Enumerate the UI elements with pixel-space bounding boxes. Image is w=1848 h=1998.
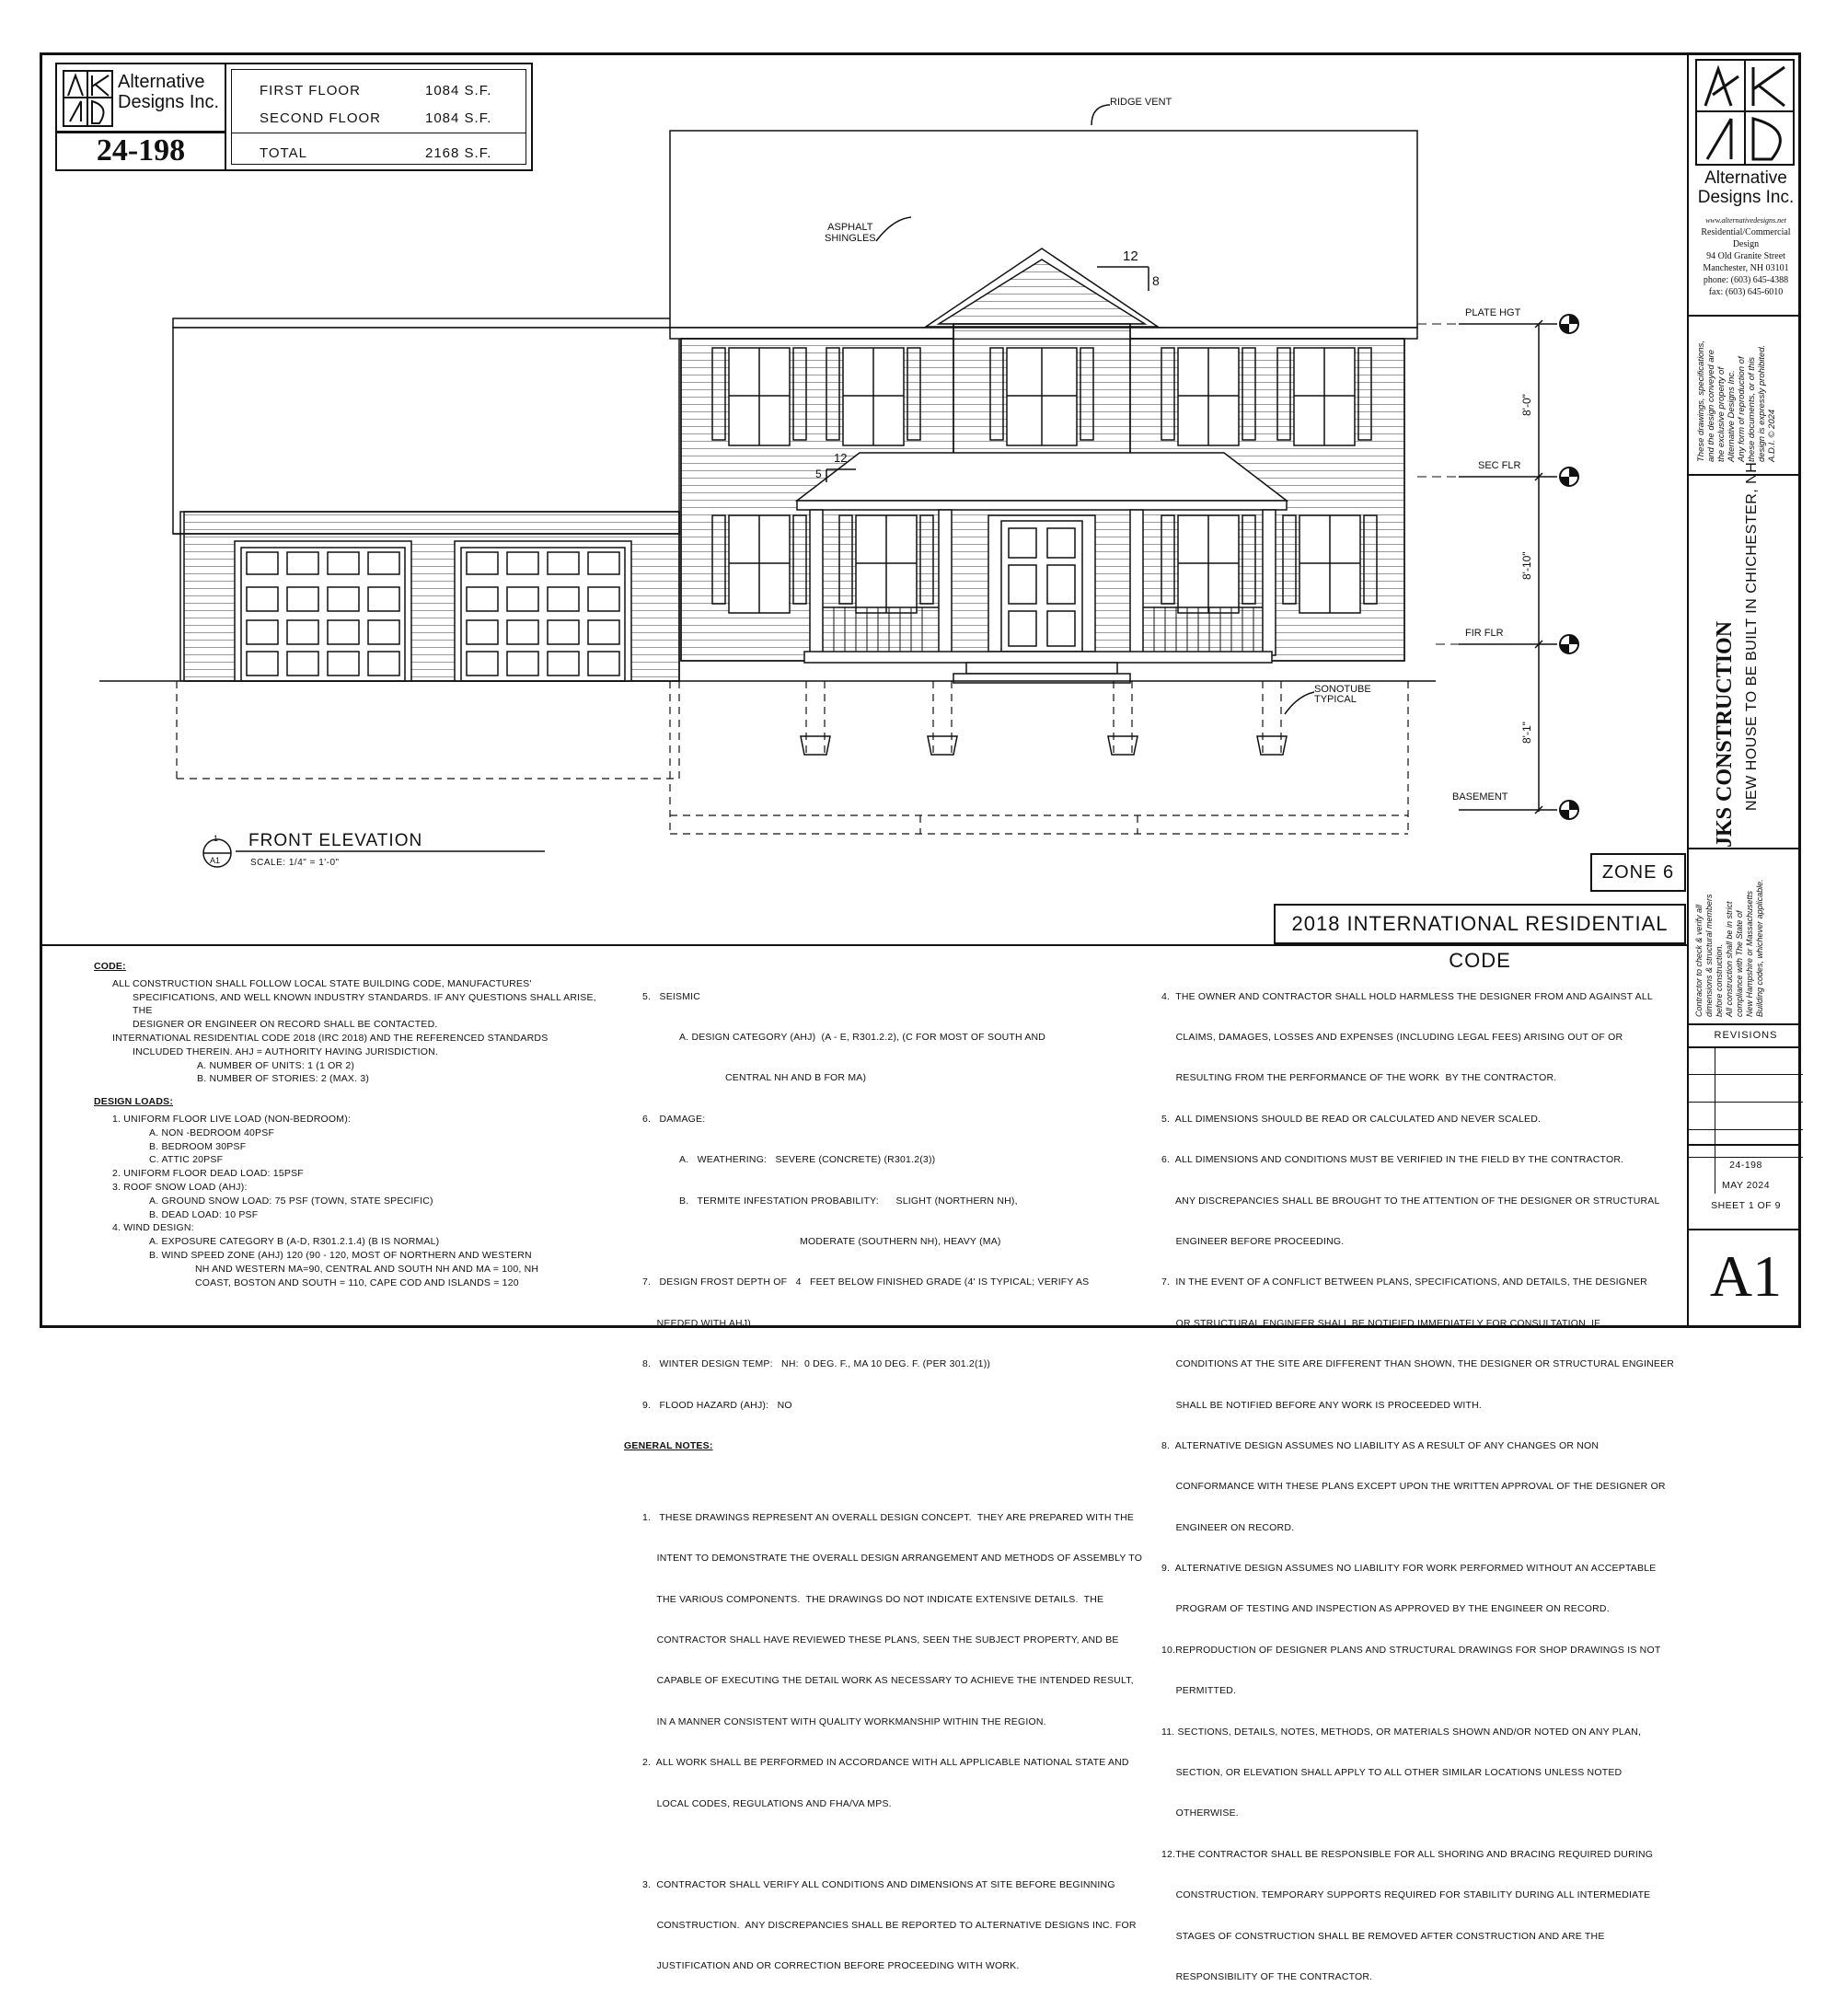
general-note-line: CONFORMANCE WITH THESE PLANS EXCEPT UPON THE WRITTEN APPROVAL OF THE DESIGNER OR [1161,1481,1666,1493]
general-note-spacer [624,1838,1139,1851]
notes-seismic-general-column [624,963,1143,1987]
damage-line: 6. DAMAGE: [642,1113,706,1125]
load-line: 2. UNIFORM FLOOR DEAD LOAD: 15PSF [112,1168,304,1180]
level-basement: BASEMENT [1452,791,1508,803]
contractor-note: Contractor to check & verify all dimensions & structural members before construction. All construction shall be in strict compliance with The State of New Hampshire or Massachusetts Building codes, whichever applicable. [1694,879,1764,1017]
frost-line: NEEDED WITH AHJ) [642,1317,751,1329]
general-note-line: CLAIMS, DAMAGES, LOSSES AND EXPENSES (INCLUDING LEGAL FEES) ARISING OUT OF OR [1161,1031,1623,1043]
detail-bubble-bottom: A1 [210,856,221,865]
general-note-line: ANY DISCREPANCIES SHALL BE BROUGHT TO THE ATTENTION OF THE DESIGNER OR STRUCTURAL [1161,1195,1660,1207]
damage-line: B. TERMITE INFESTATION PROBABILITY: SLIGHT (NORTHERN NH), [679,1195,1018,1207]
project-number: 24-198 [55,131,226,171]
load-line: COAST, BOSTON AND SOUTH = 110, CAPE COD AND ISLANDS = 120 [195,1276,519,1288]
seismic-line: 5. SEISMIC [642,990,701,1002]
code-note-1c: DESIGNER OR ENGINEER ON RECORD SHALL BE CONTACTED. [133,1019,438,1031]
general-note-line: CONSTRUCTION. TEMPORARY SUPPORTS REQUIRED FOR STABILITY DURING ALL INTERMEDIATE [1161,1889,1651,1901]
general-note-line: 12.THE CONTRACTOR SHALL BE RESPONSIBLE FOR ALL SHORING AND BRACING REQUIRED DURING [1161,1848,1654,1860]
zone-box: ZONE 6 [1590,853,1686,892]
general-note-line: INTENT TO DEMONSTRATE THE OVERALL DESIGN ARRANGEMENT AND METHODS OF ASSEMBLY TO [642,1553,1143,1565]
level-plate-hgt: PLATE HGT [1465,307,1521,318]
general-note-line: PROGRAM OF TESTING AND INSPECTION AS APPROVED BY THE ENGINEER ON RECORD. [1161,1603,1610,1615]
general-note-line: RESULTING FROM THE PERFORMANCE OF THE WORK BY THE CONTRACTOR. [1161,1072,1557,1084]
general-note-line: IN A MANNER CONSISTENT WITH QUALITY WORKMANSHIP WITHIN THE REGION. [642,1715,1046,1727]
general-note-line: STAGES OF CONSTRUCTION SHALL BE REMOVED AFTER CONSTRUCTION AND ARE THE [1161,1930,1605,1942]
roof-pitch-rise: 8 [1152,273,1160,288]
code-note-2: INTERNATIONAL RESIDENTIAL CODE 2018 (IRC 2018) AND THE REFERENCED STANDARDS [112,1032,549,1044]
dim-sec-to-fir: 8'-10" [1520,551,1533,580]
code-banner: 2018 INTERNATIONAL RESIDENTIAL CODE [1274,904,1686,944]
load-line: A. GROUND SNOW LOAD: 75 PSF (TOWN, STATE SPECIFIC) [149,1195,433,1207]
code-note-1b: SPECIFICATIONS, AND WELL KNOWN INDUSTRY STANDARDS. IF ANY QUESTIONS SHALL ARISE, THE [133,991,596,1017]
general-note-line: OR STRUCTURAL ENGINEER SHALL BE NOTIFIED IMMEDIATELY FOR CONSULTATION. IF [1161,1317,1600,1329]
firm-name-line2: Designs Inc. [118,92,220,112]
code-note-2b: INCLUDED THEREIN. AHJ = AUTHORITY HAVING JURISDICTION. [133,1045,438,1057]
load-line: A. EXPOSURE CATEGORY B (A-D, R301.2.1.4) (B IS NORMAL) [149,1236,440,1248]
sheet-date: MAY 2024 [1721,1180,1771,1191]
ridge-vent-label: RIDGE VENT [1110,97,1172,108]
general-note-line: 3. CONTRACTOR SHALL VERIFY ALL CONDITIONS AND DIMENSIONS AT SITE BEFORE BEGINNING [642,1878,1115,1890]
load-line: B. DEAD LOAD: 10 PSF [149,1208,259,1220]
general-note-line: PERMITTED. [1161,1685,1237,1697]
firm-contact-info: www.alternativedesigns.net Residential/Commercial Design 94 Old Granite Street Manchester, NH 03101 phone: (603) 645-4388 fax: (603) 645-6010 [1701,216,1791,297]
dim-fir-to-basement: 8'-1" [1520,722,1533,744]
general-note-line: 8. ALTERNATIVE DESIGN ASSUMES NO LIABILITY AS A RESULT OF ANY CHANGES OR NON [1161,1439,1600,1451]
general-note-line: CONTRACTOR SHALL HAVE REVIEWED THESE PLANS, SEEN THE SUBJECT PROPERTY, AND BE [642,1634,1119,1646]
flood-line: 9. FLOOD HAZARD (AHJ): NO [642,1399,792,1411]
general-note-line: CONDITIONS AT THE SITE ARE DIFFERENT THAN SHOWN, THE DESIGNER OR STRUCTURAL ENGINEER [1161,1358,1675,1370]
general-note-line: LOCAL CODES, REGULATIONS AND FHA/VA MPS. [642,1797,892,1809]
general-note-line: 10.REPRODUCTION OF DESIGNER PLANS AND STRUCTURAL DRAWINGS FOR SHOP DRAWINGS IS NOT [1161,1644,1661,1656]
elevation-title: FRONT ELEVATION [248,831,423,850]
general-note-line: JUSTIFICATION AND OR CORRECTION BEFORE PROCEEDING WITH WORK. [642,1960,1020,1972]
general-note-line: SHALL BE NOTIFIED BEFORE ANY WORK IS PROCEEDED WITH. [1161,1399,1483,1411]
design-loads-heading: DESIGN LOADS: [94,1096,174,1108]
general-note-line: 6. ALL DIMENSIONS AND CONDITIONS MUST BE VERIFIED IN THE FIELD BY THE CONTRACTOR. [1161,1154,1624,1166]
roof-pitch-run: 12 [1123,248,1138,264]
general-note-line: ENGINEER BEFORE PROCEEDING. [1161,1235,1345,1247]
load-line: NH AND WESTERN MA=90, CENTRAL AND SOUTH NH AND MA = 100, NH [195,1263,539,1275]
load-line: 4. WIND DESIGN: [112,1222,194,1234]
area-row-first: FIRST FLOOR 1084 S.F. [260,83,492,98]
load-line: A. NON -BEDROOM 40PSF [149,1126,275,1138]
front-elevation-drawing [92,92,1675,939]
title-firm-name: Alternative Designs Inc. [1697,168,1795,207]
stories-count: B. NUMBER OF STORIES: 2 (MAX. 3) [197,1073,370,1085]
sonotube-label: SONOTUBE TYPICAL [1314,684,1371,705]
load-line: 1. UNIFORM FLOOR LIVE LOAD (NON-BEDROOM): [112,1113,352,1125]
level-sec-flr: SEC FLR [1478,460,1521,471]
code-heading: CODE: [94,961,126,972]
general-note-line: 9. ALTERNATIVE DESIGN ASSUMES NO LIABILITY FOR WORK PERFORMED WITHOUT AN ACCEPTABLE [1161,1563,1657,1575]
porch-pitch-run: 12 [834,451,848,465]
level-markers [1560,315,1578,819]
area-row-total: TOTAL 2168 S.F. [260,145,492,161]
general-note-line: SECTION, OR ELEVATION SHALL APPLY TO ALL OTHER SIMILAR LOCATIONS UNLESS NOTED [1161,1767,1623,1779]
asphalt-shingles-label: ASPHALT SHINGLES [825,222,876,244]
notes-general-column-2 [1161,963,1682,1998]
code-note-1: ALL CONSTRUCTION SHALL FOLLOW LOCAL STATE BUILDING CODE, MANUFACTURES' [112,977,532,989]
general-note-line: RESPONSIBILITY OF THE CONTRACTOR. [1161,1970,1373,1982]
general-note-line: 11. SECTIONS, DETAILS, NOTES, METHODS, OR MATERIALS SHOWN AND/OR NOTED ON ANY PLAN, [1161,1726,1642,1738]
firm-name-line1: Alternative [118,72,205,92]
frost-line: 7. DESIGN FROST DEPTH OF 4 FEET BELOW FINISHED GRADE (4' IS TYPICAL; VERIFY AS [642,1276,1090,1288]
sheet-info [1689,1155,1803,1216]
general-note-line: OTHERWISE. [1161,1807,1239,1819]
notes-divider [40,944,1687,946]
sheet-id: A1 [1709,1243,1783,1309]
general-note-line: 2. ALL WORK SHALL BE PERFORMED IN ACCORDANCE WITH ALL APPLICABLE NATIONAL STATE AND [642,1757,1129,1769]
garage-door-left [235,541,411,681]
general-note-line: 4. THE OWNER AND CONTRACTOR SHALL HOLD HARMLESS THE DESIGNER FROM AND AGAINST ALL [1161,990,1653,1002]
porch-pitch-rise: 5 [815,468,822,480]
sheet-count: SHEET 1 OF 9 [1711,1200,1781,1211]
dim-plate-to-sec: 8'-0" [1520,394,1533,416]
general-note-line: THE VARIOUS COMPONENTS. THE DRAWINGS DO NOT INDICATE EXTENSIVE DETAILS. THE [642,1593,1104,1605]
project-description: NEW HOUSE TO BE BUILT IN CHICHESTER, NH [1744,461,1760,811]
damage-line: MODERATE (SOUTHERN NH), HEAVY (MA) [725,1235,1001,1247]
firm-logo-large-icon [1694,58,1796,167]
winter-temp-line: 8. WINTER DESIGN TEMP: NH: 0 DEG. F., MA 10 DEG. F. (PER 301.2(1)) [642,1358,991,1370]
revisions-label: REVISIONS [1714,1030,1778,1041]
notes-code-column [94,960,609,1289]
load-line: B. BEDROOM 30PSF [149,1140,247,1152]
elevation-scale: SCALE: 1/4" = 1'-0" [250,858,340,868]
detail-bubble-top: 1 [214,834,219,843]
title-block-column [1687,52,1801,1328]
general-note-line: 5. ALL DIMENSIONS SHOULD BE READ OR CALCULATED AND NEVER SCALED. [1161,1113,1542,1125]
damage-line: A. WEATHERING: SEVERE (CONCRETE) (R301.2(3)) [679,1154,936,1166]
general-note-line: CONSTRUCTION. ANY DISCREPANCIES SHALL BE REPORTED TO ALTERNATIVE DESIGNS INC. FOR [642,1919,1137,1931]
level-fir-flr: FIR FLR [1465,628,1504,639]
general-notes-heading: GENERAL NOTES: [624,1439,713,1451]
general-note-line: 1. THESE DRAWINGS REPRESENT AN OVERALL DESIGN CONCEPT. THEY ARE PREPARED WITH THE [642,1511,1135,1523]
general-note-line: CAPABLE OF EXECUTING THE DETAIL WORK AS NECESSARY TO ACHIEVE THE INTENDED RESULT, [642,1675,1134,1687]
seismic-line: A. DESIGN CATEGORY (AHJ) (A - E, R301.2.2), (C FOR MOST OF SOUTH AND [679,1031,1046,1043]
garage-door-right [455,541,631,681]
general-note-line: 7. IN THE EVENT OF A CONFLICT BETWEEN PLANS, SPECIFICATIONS, AND DETAILS, THE DESIGNER [1161,1276,1647,1288]
load-line: C. ATTIC 20PSF [149,1154,224,1166]
sheet-project-number: 24-198 [1729,1160,1762,1171]
load-line: B. WIND SPEED ZONE (AHJ) 120 (90 - 120, MOST OF NORTHERN AND WESTERN [149,1249,532,1261]
client-name: JKS CONSTRUCTION [1713,620,1737,848]
units-count: A. NUMBER OF UNITS: 1 (1 OR 2) [197,1059,355,1071]
area-row-second: SECOND FLOOR 1084 S.F. [260,110,492,126]
seismic-line: CENTRAL NH AND B FOR MA) [725,1072,867,1084]
general-note-line: ENGINEER ON RECORD. [1161,1521,1295,1533]
load-line: 3. ROOF SNOW LOAD (AHJ): [112,1181,248,1193]
copyright-notice: These drawings, specifications, and the design conveyed are the exclusive property of Alternative Designs Inc. Any form of reproduction of these documents, or of this design is expressly prohibited. A.D.I. © 2024 [1696,340,1777,462]
